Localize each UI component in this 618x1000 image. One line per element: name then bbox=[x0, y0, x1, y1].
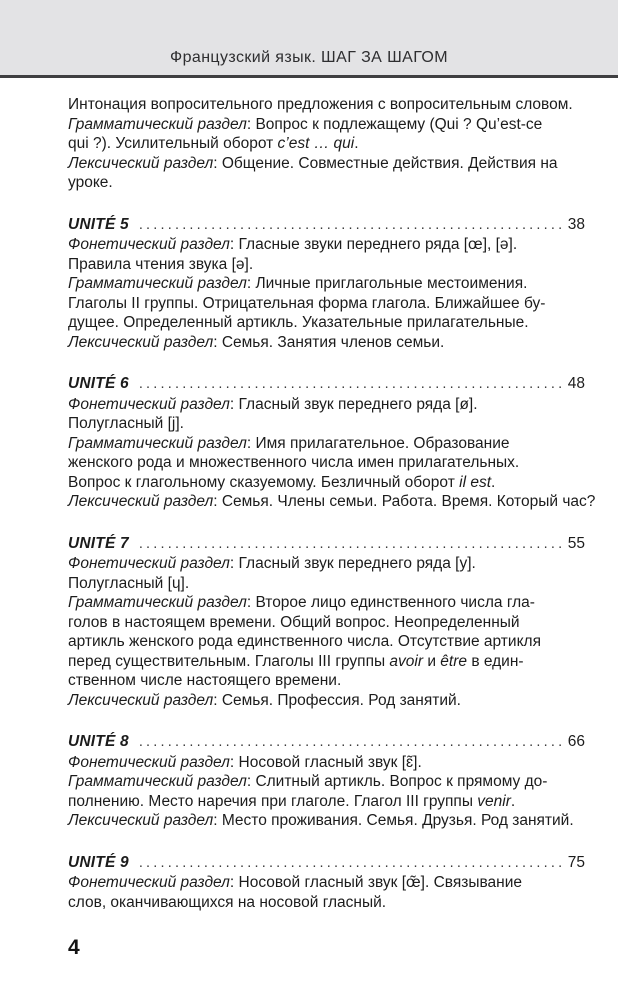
text-line: Грамматический раздел: Слитный артикль. Вопрос к прямому до- bbox=[68, 773, 548, 790]
text-line: Лексический раздел: Семья. Занятия членов семьи. bbox=[68, 333, 445, 351]
text-line: Лексический раздел: Место проживания. Семья. Друзья. Род занятий. bbox=[68, 812, 574, 829]
unit-title: UNITÉ 5 bbox=[68, 215, 129, 233]
text-line: перед существительным. Глаголы III группы avoir и être в един- bbox=[68, 652, 524, 670]
unit-title: UNITÉ 9 bbox=[68, 853, 129, 871]
text-line: Интонация вопросительного предложения с вопросительным словом. bbox=[68, 96, 573, 113]
text-line: женского рода и множественного числа имен прилагательных. bbox=[68, 454, 520, 471]
running-title: Французский язык. ШАГ ЗА ШАГОМ bbox=[170, 49, 448, 66]
text-line: qui ?). Усилительный оборот c’est … qui. bbox=[68, 135, 359, 152]
dot-leader bbox=[139, 215, 563, 236]
text-line: Грамматический раздел: Имя прилагательное. Образование bbox=[68, 434, 510, 452]
unit-page-number: 55 bbox=[567, 534, 585, 552]
unit-section bbox=[68, 732, 585, 831]
unit-page-number: 66 bbox=[567, 733, 585, 750]
text-line: Лексический раздел: Общение. Совместные действия. Действия на bbox=[68, 154, 558, 172]
text-line: Грамматический раздел: Второе лицо единственного числа гла- bbox=[68, 594, 535, 611]
dot-leader bbox=[139, 534, 563, 555]
text-line: Грамматический раздел: Личные приглагольные местоимения. bbox=[68, 275, 528, 292]
page-number: 4 bbox=[68, 936, 80, 959]
unit-title: UNITÉ 6 bbox=[68, 375, 129, 392]
text-line: Лексический раздел: Семья. Профессия. Род занятий. bbox=[68, 691, 461, 709]
unit-page-number: 48 bbox=[567, 375, 585, 392]
text-line: Фонетический раздел: Гласные звуки переднего ряда [œ], [ə]. bbox=[68, 236, 518, 253]
unit-section bbox=[68, 374, 596, 512]
text-line: Фонетический раздел: Гласный звук переднего ряда [y]. bbox=[68, 555, 476, 572]
text-line: Грамматический раздел: Вопрос к подлежащему (Qui ? Qu’est-ce bbox=[68, 115, 543, 133]
text-line: Вопрос к глагольному сказуемому. Безличный оборот il est. bbox=[68, 473, 496, 491]
unit-section bbox=[68, 853, 585, 913]
text-line: полнению. Место наречия при глаголе. Глагол III группы venir. bbox=[68, 792, 516, 810]
dot-leader bbox=[139, 853, 563, 874]
text-line: Фонетический раздел: Носовой гласный звук [ɛ̃]. bbox=[68, 753, 422, 771]
text-line: Фонетический раздел: Гласный звук переднего ряда [ø]. bbox=[68, 395, 478, 413]
unit-heading bbox=[68, 732, 585, 753]
unit-heading bbox=[68, 374, 585, 395]
unit-section bbox=[68, 534, 585, 711]
text-line: Полугласный [ɥ]. bbox=[68, 574, 190, 592]
text-line: Фонетический раздел: Носовой гласный звук [œ̃]. Связывание bbox=[68, 874, 523, 891]
unit-heading bbox=[68, 215, 585, 236]
text-line: артикль женского рода единственного числа. Отсутствие артикля bbox=[68, 633, 541, 650]
text-line: Глаголы II группы. Отрицательная форма глагола. Ближайшее бу- bbox=[68, 294, 546, 312]
text-line: голов в настоящем времени. Общий вопрос. Неопределенный bbox=[68, 613, 520, 631]
unit-section bbox=[68, 215, 585, 353]
text-line: Правила чтения звука [ə]. bbox=[68, 255, 254, 273]
page-header bbox=[0, 0, 618, 78]
unit-heading bbox=[68, 853, 585, 874]
text-line: ственном числе настоящего времени. bbox=[68, 672, 342, 689]
text-line: слов, оканчивающихся на носовой гласный. bbox=[68, 893, 387, 911]
dot-leader bbox=[139, 732, 563, 753]
text-line: дущее. Определенный артикль. Указательные прилагательные. bbox=[68, 314, 529, 331]
text-line: Лексический раздел: Семья. Члены семьи. Работа. Время. Который час? bbox=[68, 493, 596, 510]
unit-title: UNITÉ 8 bbox=[68, 733, 129, 750]
unit-page-number: 38 bbox=[567, 215, 585, 233]
text-line: Полугласный [j]. bbox=[68, 415, 184, 432]
unit-title: UNITÉ 7 bbox=[68, 534, 129, 552]
dot-leader bbox=[139, 374, 563, 395]
units-list bbox=[68, 215, 596, 913]
text-line: уроке. bbox=[68, 174, 113, 191]
unit-heading bbox=[68, 534, 585, 555]
toc-content bbox=[0, 78, 618, 958]
unit-page-number: 75 bbox=[567, 853, 585, 871]
intro-paragraph bbox=[68, 95, 585, 193]
